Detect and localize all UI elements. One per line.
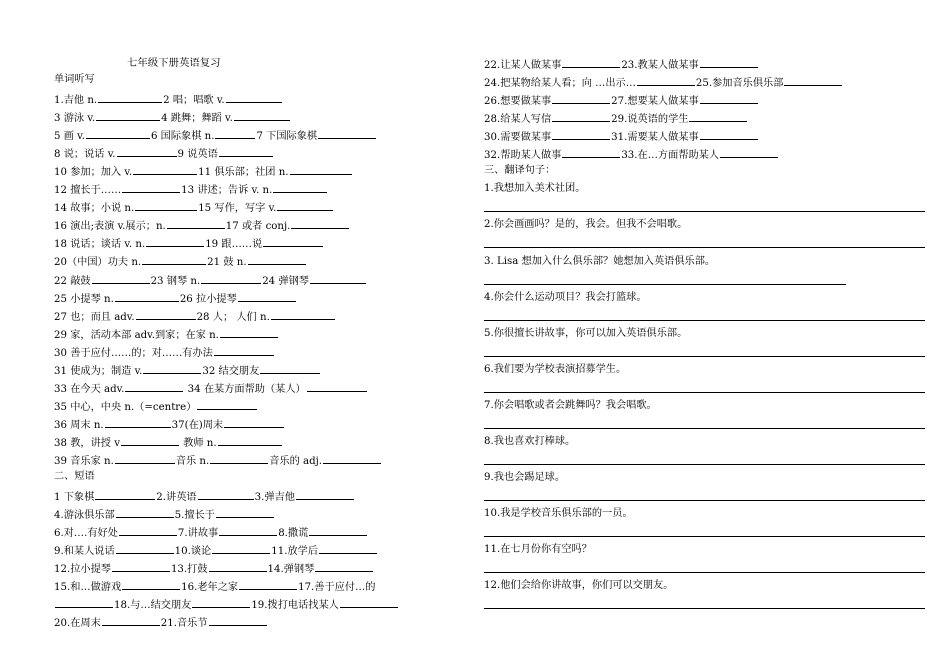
phrase-row bbox=[54, 560, 374, 574]
answer-blank[interactable] bbox=[192, 596, 250, 608]
translation-sentence: 7.你会唱歌或者会跳舞吗？我会唱歌。 bbox=[484, 399, 657, 411]
vocab-item-label: 32 结交朋友 bbox=[202, 365, 260, 377]
vocab-item-label: 23 钢琴 n. bbox=[150, 275, 201, 287]
vocab-item-label: 28 人； 人们 n. bbox=[196, 311, 270, 323]
phrase-item-label: 28.给某人写信 bbox=[484, 114, 552, 126]
answer-blank[interactable] bbox=[224, 416, 284, 428]
translation-sentence: 2.你会画画吗？是的，我会。但我不会唱歌。 bbox=[484, 219, 688, 231]
vocab-item-label: 21 鼓 n. bbox=[207, 257, 247, 269]
translation-sentence: 8.我也喜欢打棒球。 bbox=[484, 436, 576, 447]
vocab-item-label: 30 善于应付……的；对……有办法 bbox=[54, 347, 213, 359]
answer-blank[interactable] bbox=[135, 199, 197, 211]
vocab-item-label: 9 说英语 bbox=[177, 149, 218, 161]
answer-blank[interactable] bbox=[238, 290, 296, 302]
phrase-item-label: 6.对….有好处 bbox=[54, 528, 118, 540]
phrase-item-label: 16.老年之家 bbox=[181, 582, 239, 594]
answer-blank[interactable] bbox=[310, 272, 366, 284]
phrase-row bbox=[54, 506, 275, 520]
vocab-item-label: 14 故事；小说 n. bbox=[54, 203, 135, 215]
translation-sentence: 12.他们会给你讲故事，你们可以交朋友。 bbox=[484, 580, 674, 592]
answer-blank[interactable] bbox=[226, 91, 282, 103]
answer-blank[interactable] bbox=[216, 506, 274, 518]
vocab-item-label: 27 也；而且 adv. bbox=[54, 311, 135, 323]
translation-sentence: 1.我想加入美术社团。 bbox=[484, 183, 586, 195]
vocab-item-label: 19 跟……说 bbox=[205, 239, 263, 251]
answer-blank[interactable] bbox=[296, 488, 354, 500]
vocab-row bbox=[54, 398, 258, 412]
phrase-item-label: 25.参加音乐俱乐部 bbox=[695, 78, 784, 90]
answer-blank[interactable] bbox=[290, 163, 352, 175]
answer-blank[interactable] bbox=[125, 380, 183, 392]
phrase-row bbox=[484, 74, 843, 88]
phrase-item-label: 7.讲故事 bbox=[177, 528, 219, 540]
answer-line[interactable] bbox=[484, 211, 925, 212]
vocab-item-label: 38 教，讲授 v bbox=[54, 437, 120, 449]
phrases-heading: 二、短语 bbox=[54, 471, 95, 483]
answer-blank[interactable] bbox=[700, 128, 758, 140]
translation-sentence: 10.我是学校音乐俱乐部的一员。 bbox=[484, 508, 633, 520]
answer-blank[interactable] bbox=[239, 578, 297, 590]
answer-blank[interactable] bbox=[92, 272, 150, 284]
vocab-row bbox=[54, 163, 353, 177]
vocab-row bbox=[54, 253, 307, 267]
phrase-item-label: 8.撒谎 bbox=[278, 528, 309, 540]
vocab-item-label: 13 讲述；告诉 v. n. bbox=[181, 185, 273, 197]
answer-blank[interactable] bbox=[309, 524, 367, 536]
answer-line[interactable] bbox=[484, 500, 925, 501]
page-title: 七年级下册英语复习 bbox=[127, 57, 221, 69]
vocab-item-label: 17 或者 conj. bbox=[225, 221, 291, 233]
translation-sentence: 6.我们要为学校表演招募学生。 bbox=[484, 363, 627, 375]
answer-blank[interactable] bbox=[215, 127, 255, 139]
answer-blank[interactable] bbox=[115, 452, 175, 464]
answer-blank[interactable] bbox=[291, 217, 349, 229]
phrase-item-label: 4.游泳俱乐部 bbox=[54, 510, 115, 522]
vocab-item-label: 1.吉他 n. bbox=[54, 95, 98, 106]
answer-blank[interactable] bbox=[146, 235, 204, 247]
vocab-row bbox=[54, 272, 367, 286]
vocab-item-label: 31 使成为；制造 v. bbox=[54, 365, 143, 377]
answer-line[interactable] bbox=[484, 320, 925, 321]
answer-blank[interactable] bbox=[201, 272, 261, 284]
phrase-row bbox=[484, 92, 759, 106]
answer-line[interactable] bbox=[484, 392, 925, 393]
vocab-row bbox=[54, 199, 334, 213]
vocab-item-label: 20（中国）功夫 n. bbox=[54, 257, 142, 269]
phrase-row bbox=[484, 128, 759, 142]
answer-blank[interactable] bbox=[98, 91, 162, 103]
translation-sentence: 3. Lisa 想加入什么俱乐部？她想加入英语俱乐部。 bbox=[484, 255, 716, 267]
phrase-item-label: 14.弹钢琴 bbox=[267, 564, 315, 576]
answer-blank[interactable] bbox=[142, 253, 206, 265]
answer-blank[interactable] bbox=[552, 110, 610, 122]
vocab-row bbox=[54, 290, 297, 304]
vocab-item-label: 6 国际象棋 n. bbox=[150, 131, 215, 143]
answer-blank[interactable] bbox=[122, 578, 180, 590]
answer-line[interactable] bbox=[484, 464, 925, 465]
answer-line[interactable] bbox=[484, 247, 925, 248]
vocab-item-label: 7 下国际象棋 bbox=[256, 131, 318, 143]
translation-sentence: 11.在七月份你有空吗？ bbox=[484, 544, 592, 556]
answer-blank[interactable] bbox=[115, 290, 179, 302]
answer-blank[interactable] bbox=[318, 127, 376, 139]
phrase-item-label: 30.需要做某事 bbox=[484, 132, 552, 144]
phrase-item-label: 15.和…做游戏 bbox=[54, 582, 122, 594]
vocab-row bbox=[54, 452, 382, 466]
answer-blank[interactable] bbox=[562, 146, 620, 158]
answer-blank[interactable] bbox=[720, 146, 778, 158]
vocab-row bbox=[54, 181, 328, 195]
answer-blank[interactable] bbox=[116, 506, 174, 518]
phrase-item-label: 17.善于应付…的 bbox=[298, 582, 376, 594]
answer-blank[interactable] bbox=[552, 92, 610, 104]
answer-blank[interactable] bbox=[340, 596, 398, 608]
answer-blank[interactable] bbox=[219, 524, 277, 536]
answer-blank[interactable] bbox=[95, 488, 155, 500]
phrase-row bbox=[484, 146, 779, 160]
answer-line[interactable] bbox=[484, 608, 925, 609]
vocab-row bbox=[54, 326, 279, 340]
answer-blank[interactable] bbox=[315, 560, 373, 572]
vocab-row bbox=[54, 416, 285, 430]
vocab-item-label: 39 音乐家 n. bbox=[54, 456, 114, 467]
answer-blank[interactable] bbox=[263, 235, 323, 247]
vocab-item-label: 36 周末 n. bbox=[54, 419, 104, 431]
vocab-row bbox=[54, 235, 324, 249]
answer-blank[interactable] bbox=[220, 326, 278, 338]
vocab-item-label: 10 参加；加入 v. bbox=[54, 167, 133, 179]
vocab-item-label: 26 拉小提琴 bbox=[179, 293, 237, 305]
phrase-row bbox=[54, 542, 378, 556]
vocab-row bbox=[54, 308, 336, 322]
phrase-item-label: 24.把某物给某人看；向 …出示… bbox=[484, 78, 636, 90]
vocab-row bbox=[54, 362, 321, 376]
answer-line[interactable] bbox=[484, 428, 925, 429]
phrase-row bbox=[54, 614, 268, 628]
answer-blank[interactable] bbox=[105, 416, 171, 428]
phrase-item-label: 31.需要某人做某事 bbox=[611, 132, 699, 144]
vocab-heading: 单词听写 bbox=[54, 74, 95, 85]
vocab-item-label: 18 说话；谈话 v. n. bbox=[54, 239, 146, 251]
vocab-row bbox=[54, 344, 275, 358]
phrase-item-label: 13.打鼓 bbox=[170, 564, 208, 576]
translation-sentence: 5.你很擅长讲故事，你可以加入英语俱乐部。 bbox=[484, 327, 688, 339]
answer-line[interactable] bbox=[484, 284, 846, 285]
answer-blank[interactable] bbox=[136, 308, 196, 320]
answer-blank[interactable] bbox=[197, 398, 257, 410]
answer-blank[interactable] bbox=[219, 145, 273, 157]
vocab-item-label: 29 家，活动本部 adv.到家；在家 n. bbox=[54, 329, 219, 341]
phrase-item-label: 19.拨打电话找某人 bbox=[251, 600, 339, 612]
answer-blank[interactable] bbox=[102, 614, 160, 626]
answer-blank[interactable] bbox=[212, 542, 270, 554]
answer-line[interactable] bbox=[484, 536, 925, 537]
phrase-row bbox=[484, 56, 759, 70]
phrase-row bbox=[54, 596, 399, 610]
translation-sentence: 9.我也会踢足球。 bbox=[484, 472, 566, 484]
phrase-item-label: 18.与…结交朋友 bbox=[114, 600, 192, 612]
vocab-item-label: 音乐的 adj. bbox=[269, 456, 323, 467]
answer-blank[interactable] bbox=[55, 596, 113, 608]
phrase-item-label: 12.拉小提琴 bbox=[54, 564, 111, 576]
phrase-item-label: 32.帮助某人做事 bbox=[484, 150, 562, 162]
phrase-item-label: 10.谈论 bbox=[174, 546, 212, 558]
vocab-item-label: 4 跳舞；舞蹈 v. bbox=[161, 113, 233, 125]
translation-sentence: 4.你会什么运动项目？我会打篮球。 bbox=[484, 291, 647, 303]
vocab-item-label: 37(在)周末 bbox=[171, 419, 224, 431]
answer-blank[interactable] bbox=[119, 524, 177, 536]
answer-blank[interactable] bbox=[277, 199, 333, 211]
answer-blank[interactable] bbox=[273, 181, 327, 193]
phrase-item-label: 9.和某人说话 bbox=[54, 546, 115, 558]
answer-blank[interactable] bbox=[121, 434, 179, 446]
answer-blank[interactable] bbox=[689, 110, 747, 122]
answer-blank[interactable] bbox=[209, 614, 267, 626]
answer-line[interactable] bbox=[484, 356, 925, 357]
answer-blank[interactable] bbox=[198, 488, 254, 500]
phrase-item-label: 1 下象棋 bbox=[54, 492, 95, 504]
vocab-item-label: 35 中心，中央 n.（=centre） bbox=[54, 401, 197, 413]
phrase-item-label: 22.让某人做某事 bbox=[484, 60, 562, 71]
vocab-row bbox=[54, 145, 274, 159]
answer-blank[interactable] bbox=[234, 109, 290, 121]
vocab-item-label: 16 演出;表演 v.展示；n. bbox=[54, 221, 166, 233]
answer-blank[interactable] bbox=[116, 542, 174, 554]
vocab-item-label: 8 说；说话 v. bbox=[54, 149, 116, 161]
answer-line[interactable] bbox=[484, 572, 925, 573]
answer-blank[interactable] bbox=[86, 127, 150, 139]
phrase-item-label: 3.弹吉他 bbox=[254, 492, 295, 504]
answer-blank[interactable] bbox=[210, 452, 268, 464]
answer-blank[interactable] bbox=[637, 74, 695, 86]
phrase-item-label: 27.想要某人做某事 bbox=[611, 96, 699, 108]
phrase-row bbox=[484, 110, 748, 124]
answer-blank[interactable] bbox=[122, 181, 180, 193]
phrase-item-label: 11.放学后 bbox=[271, 546, 319, 558]
phrase-row bbox=[54, 488, 355, 502]
vocab-item-label: 2 唱；唱歌 v. bbox=[163, 95, 225, 106]
answer-blank[interactable] bbox=[248, 253, 306, 265]
vocab-item-label: 11 俱乐部；社团 n. bbox=[198, 167, 289, 179]
vocab-item-label: 15 写作，写字 v. bbox=[198, 203, 277, 215]
phrase-row bbox=[54, 524, 368, 538]
phrase-item-label: 26.想要做某事 bbox=[484, 96, 552, 108]
answer-blank[interactable] bbox=[323, 452, 381, 464]
answer-blank[interactable] bbox=[133, 163, 197, 175]
answer-blank[interactable] bbox=[562, 56, 620, 68]
vocab-item-label: 33 在今天 adv. bbox=[54, 383, 125, 395]
phrase-row bbox=[54, 578, 375, 592]
answer-blank[interactable] bbox=[209, 560, 267, 572]
phrase-item-label: 2.讲英语 bbox=[156, 492, 197, 504]
answer-blank[interactable] bbox=[218, 434, 282, 446]
answer-blank[interactable] bbox=[117, 145, 177, 157]
vocab-item-label: 24 弹钢琴 bbox=[262, 275, 309, 287]
vocab-item-label: 12 擅长于…… bbox=[54, 185, 122, 197]
translation-heading: 三、翻译句子： bbox=[484, 165, 556, 177]
phrase-item-label: 20.在周末 bbox=[54, 618, 101, 630]
vocab-item-label: 音乐 n. bbox=[175, 456, 210, 467]
answer-blank[interactable] bbox=[96, 109, 160, 121]
vocab-item-label: 25 小提琴 n. bbox=[54, 293, 114, 305]
answer-blank[interactable] bbox=[167, 217, 225, 229]
answer-blank[interactable] bbox=[552, 128, 610, 140]
answer-blank[interactable] bbox=[784, 74, 842, 86]
answer-blank[interactable] bbox=[700, 56, 758, 68]
vocab-item-label: 22 敲鼓 bbox=[54, 275, 91, 287]
vocab-item-label: 34 在某方面帮助（某人） bbox=[184, 383, 306, 395]
phrase-item-label: 33.在…方面帮助某人 bbox=[621, 150, 720, 162]
phrase-item-label: 5.擅长于 bbox=[174, 510, 215, 522]
phrase-item-label: 23.教某人做某事 bbox=[621, 60, 699, 71]
answer-blank[interactable] bbox=[271, 308, 335, 320]
vocab-row bbox=[54, 91, 283, 105]
vocab-row bbox=[54, 109, 291, 123]
answer-blank[interactable] bbox=[700, 92, 758, 104]
answer-blank[interactable] bbox=[307, 380, 367, 392]
vocab-item-label: 5 画 v. bbox=[54, 131, 85, 143]
vocab-row bbox=[54, 434, 283, 448]
answer-blank[interactable] bbox=[260, 362, 320, 374]
vocab-item-label: 教师 n. bbox=[179, 437, 217, 449]
vocab-row bbox=[54, 127, 377, 141]
answer-blank[interactable] bbox=[143, 362, 201, 374]
vocab-item-label: 3 游泳 v. bbox=[54, 113, 96, 125]
vocab-row bbox=[54, 217, 350, 231]
phrase-item-label: 29.说英语的学生 bbox=[611, 114, 689, 126]
answer-blank[interactable] bbox=[112, 560, 170, 572]
answer-blank[interactable] bbox=[214, 344, 274, 356]
answer-blank[interactable] bbox=[319, 542, 377, 554]
phrase-item-label: 21.音乐节 bbox=[160, 618, 208, 630]
vocab-row bbox=[54, 380, 368, 394]
